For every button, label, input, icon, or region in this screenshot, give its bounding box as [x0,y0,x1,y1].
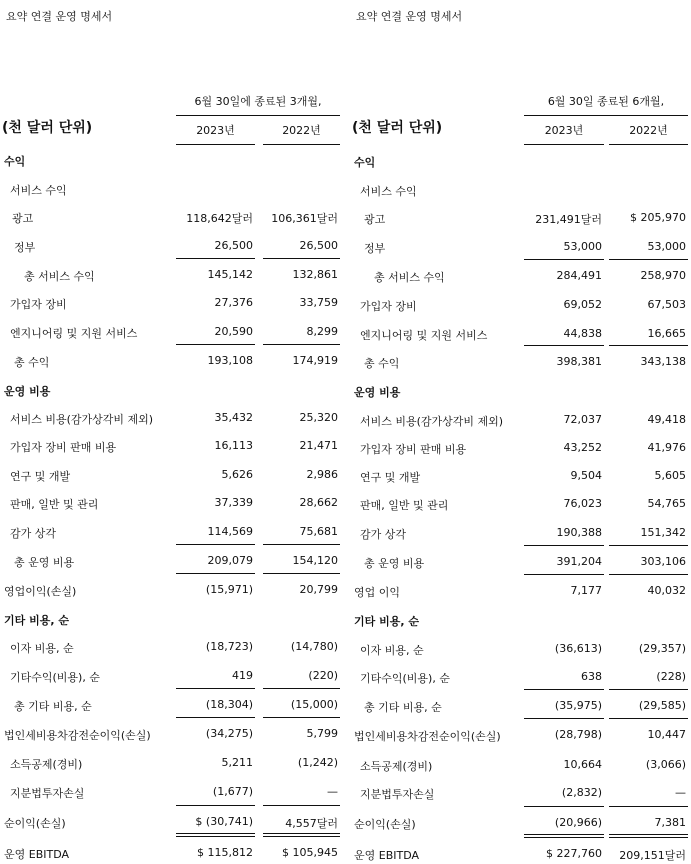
row-label: 총 기타 비용, 순 [364,701,442,714]
row-label: 엔지니어링 및 지원 서비스 [360,329,488,342]
row-label: 총 수익 [14,356,50,369]
statement-row [0,551,340,571]
row-label: 서비스 비용(감가상각비 제외) [10,413,154,426]
year-2023-header: 2023년 [524,122,604,145]
value-2023: (35,975) [554,699,602,712]
value-2022: (14,780) [290,640,338,653]
value-2022: 258,970 [640,269,686,282]
value-2023: 284,491 [556,269,602,282]
section-heading: 운영 비용 [4,385,51,398]
statement-row [350,438,690,458]
subtotal-rule [609,545,688,546]
statement-row [0,408,340,428]
value-2023: 398,381 [556,355,602,368]
value-2022: 10,447 [647,728,686,741]
section-heading: 수익 [354,156,376,169]
row-label: 감가 상각 [10,527,57,540]
value-2023: 9,504 [570,469,602,482]
value-2023: 43,252 [563,441,602,454]
value-2022: 2,986 [306,468,338,481]
value-2022: 5,605 [654,469,686,482]
value-2023: 44,838 [563,327,602,340]
value-2023: 145,142 [207,268,253,281]
statement-row [0,207,340,227]
subtotal-rule [609,345,688,346]
subtotal-rule [609,689,688,690]
subtotal-rule [263,717,340,718]
value-2023: (34,275) [205,727,253,740]
row-label: 영업 이익 [354,586,401,599]
value-2022: $ 205,970 [630,211,686,224]
statement-row [0,724,340,744]
row-label: 총 기타 비용, 순 [14,700,92,713]
value-2022: 25,320 [299,411,338,424]
row-label: 법인세비용차감전순이익(손실) [354,730,501,743]
value-2022: (3,066) [645,758,686,771]
row-label: 연구 및 개발 [360,471,421,484]
value-2022: 4,557달러 [285,817,338,830]
statement-row [0,236,340,256]
subtotal-rule [263,258,340,259]
subtotal-rule [524,545,604,546]
subtotal-rule [176,344,255,345]
value-2022: 303,106 [640,555,686,568]
value-2022: 209,151달러 [619,849,686,862]
row-label: 감가 상각 [360,528,407,541]
section-heading: 수익 [4,155,26,168]
subtotal-rule [263,344,340,345]
subtotal-rule [176,805,255,806]
statement-row [350,466,690,486]
row-label: 운영 EBITDA [4,848,70,861]
value-2022: 7,381 [654,816,686,829]
row-label: 광고 [12,212,34,225]
value-2023: (18,723) [205,640,253,653]
statement-row [0,465,340,485]
subtotal-rule [609,259,688,260]
row-label: 서비스 수익 [10,184,67,197]
statement-row [350,783,690,803]
value-2022: 33,759 [299,296,338,309]
value-2023: 27,376 [214,296,253,309]
statement-row [0,695,340,715]
value-2023: (36,613) [554,642,602,655]
statement-row [350,266,690,286]
row-label: 총 운영 비용 [14,556,75,569]
row-label: 판매, 일반 및 관리 [360,499,449,512]
statement-row [350,844,690,864]
value-2023: (28,798) [554,728,602,741]
value-2022: 154,120 [292,554,338,567]
value-2023: (15,971) [205,583,253,596]
value-2022: 41,976 [647,441,686,454]
statement-row [350,208,690,228]
value-2022: 40,032 [647,584,686,597]
value-2023: 72,037 [563,413,602,426]
row-label: 운영 EBITDA [354,849,420,862]
subtotal-rule [524,806,604,807]
value-2023: 37,339 [214,496,253,509]
value-2023: $ 227,760 [546,847,602,860]
statement-row [0,351,340,371]
statement-row [350,667,690,687]
value-2023: 53,000 [563,240,602,253]
subtotal-rule [263,573,340,574]
value-2022: 67,503 [647,298,686,311]
value-2022: (29,585) [638,699,686,712]
row-label: 정부 [364,242,386,255]
value-2023: 190,388 [556,526,602,539]
row-label: 순이익(손실) [354,818,416,831]
row-label: 총 서비스 수익 [374,271,445,284]
subtotal-rule [524,689,604,690]
statement-row [350,295,690,315]
statement-row [0,380,340,400]
value-2023: 69,052 [563,298,602,311]
subtotal-rule [524,345,604,346]
row-label: 서비스 비용(감가상각비 제외) [360,415,504,428]
value-2022: (15,000) [290,698,338,711]
unit-label: (천 달러 단위) [2,120,93,136]
value-2023: $ 115,812 [197,846,253,859]
row-label: 가입자 장비 판매 비용 [10,441,117,454]
row-label: 연구 및 개발 [10,470,71,483]
statement-row [0,522,340,542]
value-2023: 5,626 [221,468,253,481]
statement-row [0,265,340,285]
statement-row [0,580,340,600]
value-2022: (228) [656,670,686,683]
subtotal-rule [524,718,604,719]
statement-row [0,493,340,513]
unit-label: (천 달러 단위) [352,120,443,136]
value-2022: 106,361달러 [271,212,338,225]
total-double-rule [609,834,688,838]
value-2023: 391,204 [556,555,602,568]
row-label: 총 수익 [364,357,400,370]
three-month-statement [0,0,340,861]
subtotal-rule [263,805,340,806]
row-label: 서비스 수익 [360,185,417,198]
statement-row [350,725,690,745]
value-2023: (18,304) [205,698,253,711]
statement-title: 요약 연결 운영 명세서 [356,10,463,23]
row-label: 총 운영 비용 [364,557,425,570]
row-label: 영업이익(손실) [4,585,77,598]
period-header: 6월 30일 종료된 6개월, [547,95,665,108]
statement-row [350,581,690,601]
value-2022: 5,799 [306,727,338,740]
year-2023-header: 2023년 [176,122,255,145]
subtotal-rule [263,688,340,689]
value-2023: 209,079 [207,554,253,567]
value-2023: 20,590 [214,325,253,338]
value-2023: 10,664 [563,758,602,771]
value-2023: 638 [581,670,602,683]
subtotal-rule [176,573,255,574]
value-2022: 75,681 [299,525,338,538]
value-2022: 16,665 [647,327,686,340]
value-2023: 419 [232,669,253,682]
statement-row [350,410,690,430]
statement-row [0,179,340,199]
section-heading: 기타 비용, 순 [4,614,69,627]
value-2022: $ 105,945 [282,846,338,859]
value-2023: 76,023 [563,497,602,510]
subtotal-rule [609,718,688,719]
subtotal-rule [176,544,255,545]
row-label: 가입자 장비 판매 비용 [360,443,467,456]
statement-row [350,696,690,716]
year-2022-header: 2022년 [263,122,340,145]
statement-row [0,637,340,657]
period-rule [176,115,340,116]
value-2022: — [327,785,338,798]
statement-row [350,494,690,514]
value-2023: (2,832) [561,786,602,799]
row-label: 순이익(손실) [4,817,66,830]
subtotal-rule [609,806,688,807]
value-2023: $ (30,741) [195,815,253,828]
subtotal-rule [263,544,340,545]
subtotal-rule [176,258,255,259]
statement-row [350,523,690,543]
row-label: 지분법투자손실 [10,787,85,800]
row-label: 소득공제(경비) [10,758,83,771]
value-2022: (1,242) [297,756,338,769]
row-label: 판매, 일반 및 관리 [10,498,99,511]
value-2022: 132,861 [292,268,338,281]
statement-row [0,322,340,342]
statement-row [350,381,690,401]
year-2022-header: 2022년 [609,122,688,145]
period-rule [524,115,688,116]
value-2023: 35,432 [214,411,253,424]
statement-row [350,352,690,372]
statement-row [0,293,340,313]
statement-row [0,843,340,863]
statement-row [0,609,340,629]
statement-row [350,610,690,630]
row-label: 기타수익(비용), 순 [10,671,100,684]
six-month-statement [350,0,690,861]
statement-row [350,237,690,257]
subtotal-rule [176,688,255,689]
row-label: 광고 [364,213,386,226]
value-2022: 28,662 [299,496,338,509]
statement-row [0,436,340,456]
value-2022: 151,342 [640,526,686,539]
value-2023: (1,677) [212,785,253,798]
value-2022: 343,138 [640,355,686,368]
value-2022: 49,418 [647,413,686,426]
value-2023: 16,113 [214,439,253,452]
statement-row [350,324,690,344]
row-label: 소득공제(경비) [360,760,433,773]
row-label: 기타수익(비용), 순 [360,672,450,685]
value-2023: 231,491달러 [535,213,602,226]
value-2023: 118,642달러 [186,212,253,225]
value-2022: — [675,786,686,799]
value-2022: 8,299 [306,325,338,338]
subtotal-rule [176,717,255,718]
value-2023: 5,211 [221,756,253,769]
statement-row [350,639,690,659]
subtotal-rule [524,259,604,260]
value-2023: 7,177 [570,584,602,597]
value-2023: 26,500 [214,239,253,252]
total-double-rule [524,834,604,838]
row-label: 이자 비용, 순 [360,644,424,657]
statement-row [350,151,690,171]
row-label: 가입자 장비 [10,298,67,311]
row-label: 이자 비용, 순 [10,642,74,655]
row-label: 총 서비스 수익 [24,270,95,283]
value-2022: (29,357) [638,642,686,655]
subtotal-rule [609,574,688,575]
total-double-rule [176,833,255,837]
statement-row [350,552,690,572]
statement-row [350,180,690,200]
value-2022: (220) [308,669,338,682]
statement-row [350,755,690,775]
row-label: 가입자 장비 [360,300,417,313]
statement-row [0,753,340,773]
statement-title: 요약 연결 운영 명세서 [6,10,113,23]
value-2022: 20,799 [299,583,338,596]
period-header: 6월 30일에 종료된 3개월, [194,95,322,108]
statement-row [0,812,340,832]
value-2023: (20,966) [554,816,602,829]
row-label: 법인세비용차감전순이익(손실) [4,729,151,742]
value-2023: 114,569 [207,525,253,538]
value-2022: 21,471 [299,439,338,452]
section-heading: 기타 비용, 순 [354,615,419,628]
value-2022: 26,500 [299,239,338,252]
row-label: 정부 [14,241,36,254]
statement-row [350,813,690,833]
value-2023: 193,108 [207,354,253,367]
statement-row [0,150,340,170]
row-label: 엔지니어링 및 지원 서비스 [10,327,138,340]
section-heading: 운영 비용 [354,386,401,399]
total-double-rule [263,833,340,837]
statement-row [0,666,340,686]
value-2022: 174,919 [292,354,338,367]
statement-row [0,782,340,802]
row-label: 지분법투자손실 [360,788,435,801]
value-2022: 53,000 [647,240,686,253]
value-2022: 54,765 [647,497,686,510]
subtotal-rule [524,574,604,575]
